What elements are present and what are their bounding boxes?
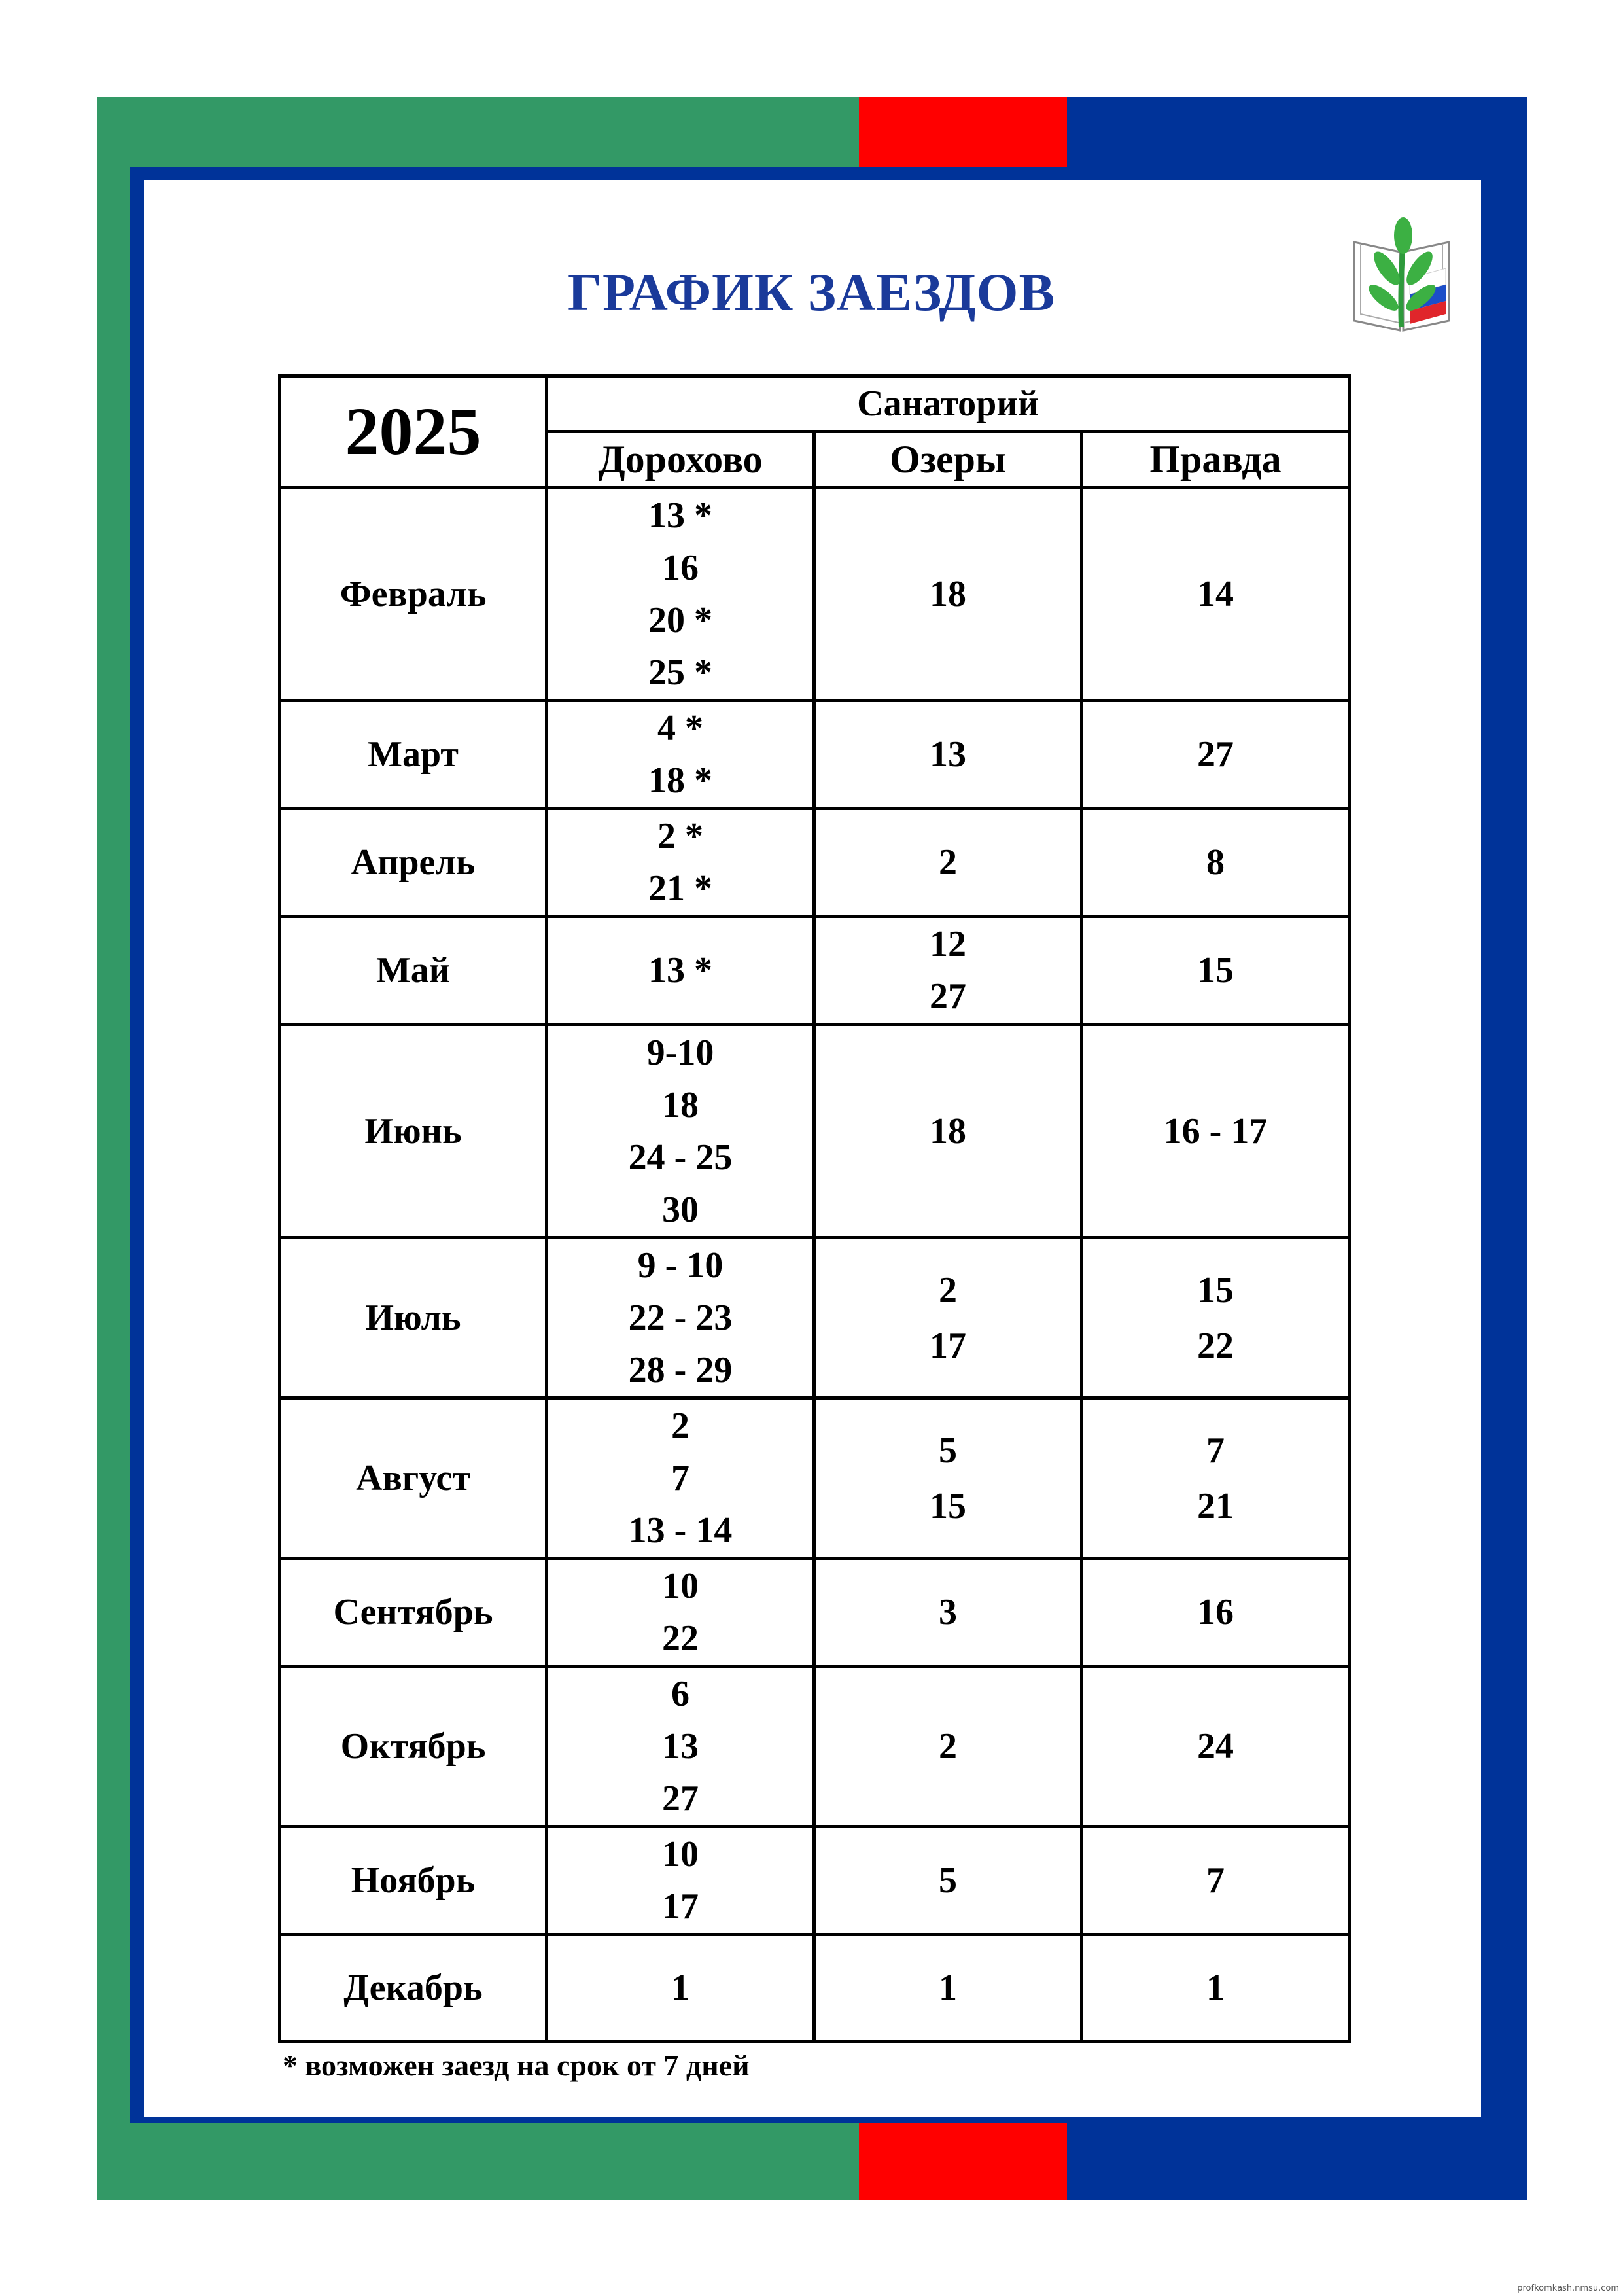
date-value: 9 - 10: [637, 1245, 724, 1286]
date-cell-pravda: [1082, 917, 1350, 1025]
table-row: [280, 809, 1350, 917]
date-cell-pravda: [1082, 1827, 1350, 1935]
date-value: 22: [1197, 1325, 1234, 1366]
date-cell-ozery: [814, 1238, 1082, 1398]
date-cell-dorohovo: [547, 701, 814, 809]
date-value: 2 *: [657, 816, 703, 857]
date-value: 13 - 14: [628, 1510, 733, 1551]
table-row: [280, 1935, 1350, 2041]
date-value: 2: [671, 1405, 689, 1446]
date-value: 17: [930, 1325, 966, 1366]
month-cell: Июль: [280, 1238, 547, 1398]
date-value: 20 *: [648, 599, 712, 641]
page-title: ГРАФИК ЗАЕЗДОВ: [567, 262, 1056, 322]
table-row: [280, 1559, 1350, 1667]
date-value: 7: [671, 1458, 689, 1498]
month-cell: Август: [280, 1398, 547, 1559]
column-header-pravda: Правда: [1082, 432, 1350, 487]
date-value: 10: [662, 1834, 699, 1875]
watermark: profkomkash.nmsu.com: [1517, 2284, 1619, 2293]
date-value: 18: [662, 1084, 699, 1125]
table-row: [280, 1238, 1350, 1398]
date-value: 21 *: [648, 868, 712, 909]
date-value: 30: [662, 1189, 699, 1230]
date-cell-pravda: [1082, 701, 1350, 809]
date-value: 1: [939, 1968, 957, 2008]
date-value: 5: [939, 1860, 957, 1901]
date-cell-dorohovo: [547, 1667, 814, 1827]
date-cell-ozery: [814, 809, 1082, 917]
date-value: 6: [671, 1674, 689, 1714]
date-value: 24: [1197, 1726, 1234, 1767]
date-cell-pravda: [1082, 487, 1350, 701]
date-value: 7: [1206, 1430, 1225, 1471]
date-cell-pravda: [1082, 1559, 1350, 1667]
date-value: 12: [930, 924, 966, 964]
table-row: [280, 1667, 1350, 1827]
date-value: 22: [662, 1618, 699, 1659]
month-cell: Июнь: [280, 1025, 547, 1238]
date-value: 13 *: [648, 495, 712, 536]
date-value: 22 - 23: [628, 1298, 733, 1338]
date-cell-dorohovo: [547, 809, 814, 917]
date-value: 28 - 29: [628, 1350, 733, 1390]
date-value: 1: [1206, 1968, 1225, 2008]
table-row: [280, 487, 1350, 701]
date-cell-ozery: [814, 701, 1082, 809]
table-row: [280, 1827, 1350, 1935]
date-cell-ozery: [814, 487, 1082, 701]
date-value: 15: [930, 1485, 966, 1527]
date-cell-dorohovo: [547, 1238, 814, 1398]
month-cell: Декабрь: [280, 1935, 547, 2041]
date-value: 27: [930, 976, 966, 1017]
date-value: 2: [939, 842, 957, 883]
date-cell-pravda: [1082, 809, 1350, 917]
date-value: 9-10: [646, 1032, 714, 1073]
date-value: 27: [1197, 734, 1234, 775]
date-cell-ozery: [814, 917, 1082, 1025]
date-value: 25 *: [648, 652, 712, 693]
date-cell-pravda: [1082, 1398, 1350, 1559]
date-cell-dorohovo: [547, 1827, 814, 1935]
date-value: 17: [662, 1886, 699, 1927]
date-value: 2: [939, 1269, 957, 1311]
table-row: [280, 1398, 1350, 1559]
date-value: 16: [1197, 1592, 1234, 1633]
date-value: 15: [1197, 1269, 1234, 1311]
date-value: 24 - 25: [628, 1137, 733, 1178]
table-row: [280, 917, 1350, 1025]
date-value: 16: [662, 547, 699, 588]
date-value: 13 *: [648, 950, 712, 991]
date-cell-pravda: [1082, 1025, 1350, 1238]
month-cell: Февраль: [280, 487, 547, 701]
date-value: 2: [939, 1726, 957, 1767]
table-row: [280, 1025, 1350, 1238]
date-value: 13: [662, 1726, 699, 1767]
date-cell-dorohovo: [547, 1559, 814, 1667]
date-cell-ozery: [814, 1935, 1082, 2041]
date-value: 14: [1197, 573, 1234, 614]
date-cell-ozery: [814, 1559, 1082, 1667]
date-value: 27: [662, 1778, 699, 1819]
date-value: 1: [671, 1968, 689, 2008]
month-cell: Октябрь: [280, 1667, 547, 1827]
date-cell-ozery: [814, 1827, 1082, 1935]
schedule-table: [278, 374, 1351, 2043]
month-cell: Ноябрь: [280, 1827, 547, 1935]
date-cell-ozery: [814, 1398, 1082, 1559]
month-cell: Апрель: [280, 809, 547, 917]
date-cell-ozery: [814, 1667, 1082, 1827]
date-cell-dorohovo: [547, 487, 814, 701]
footnote: * возможен заезд на срок от 7 дней: [283, 2049, 750, 2082]
date-value: 21: [1197, 1485, 1234, 1527]
date-value: 18: [930, 573, 966, 614]
date-value: 16 - 17: [1163, 1110, 1268, 1152]
date-value: 5: [939, 1430, 957, 1471]
date-cell-dorohovo: [547, 1025, 814, 1238]
column-header-dorohovo: Дорохово: [547, 432, 814, 487]
year-cell: 2025: [280, 376, 547, 487]
date-value: 15: [1197, 950, 1234, 991]
date-value: 18: [930, 1110, 966, 1152]
date-value: 3: [939, 1592, 957, 1633]
date-cell-dorohovo: [547, 1398, 814, 1559]
date-cell-pravda: [1082, 1238, 1350, 1398]
date-value: 18 *: [648, 760, 712, 801]
date-value: 10: [662, 1566, 699, 1606]
date-cell-pravda: [1082, 1667, 1350, 1827]
column-header-ozery: Озеры: [814, 432, 1082, 487]
date-value: 7: [1206, 1860, 1225, 1901]
month-cell: Май: [280, 917, 547, 1025]
date-cell-dorohovo: [547, 1935, 814, 2041]
sanatorium-header: Санаторий: [547, 376, 1350, 432]
month-cell: Сентябрь: [280, 1559, 547, 1667]
date-value: 13: [930, 734, 966, 775]
date-value: 4 *: [657, 708, 703, 749]
date-value: 8: [1206, 842, 1225, 883]
date-cell-dorohovo: [547, 917, 814, 1025]
month-cell: Март: [280, 701, 547, 809]
trade-union-book-sprout-icon: [1348, 216, 1456, 334]
date-cell-ozery: [814, 1025, 1082, 1238]
date-cell-pravda: [1082, 1935, 1350, 2041]
table-row: [280, 701, 1350, 809]
